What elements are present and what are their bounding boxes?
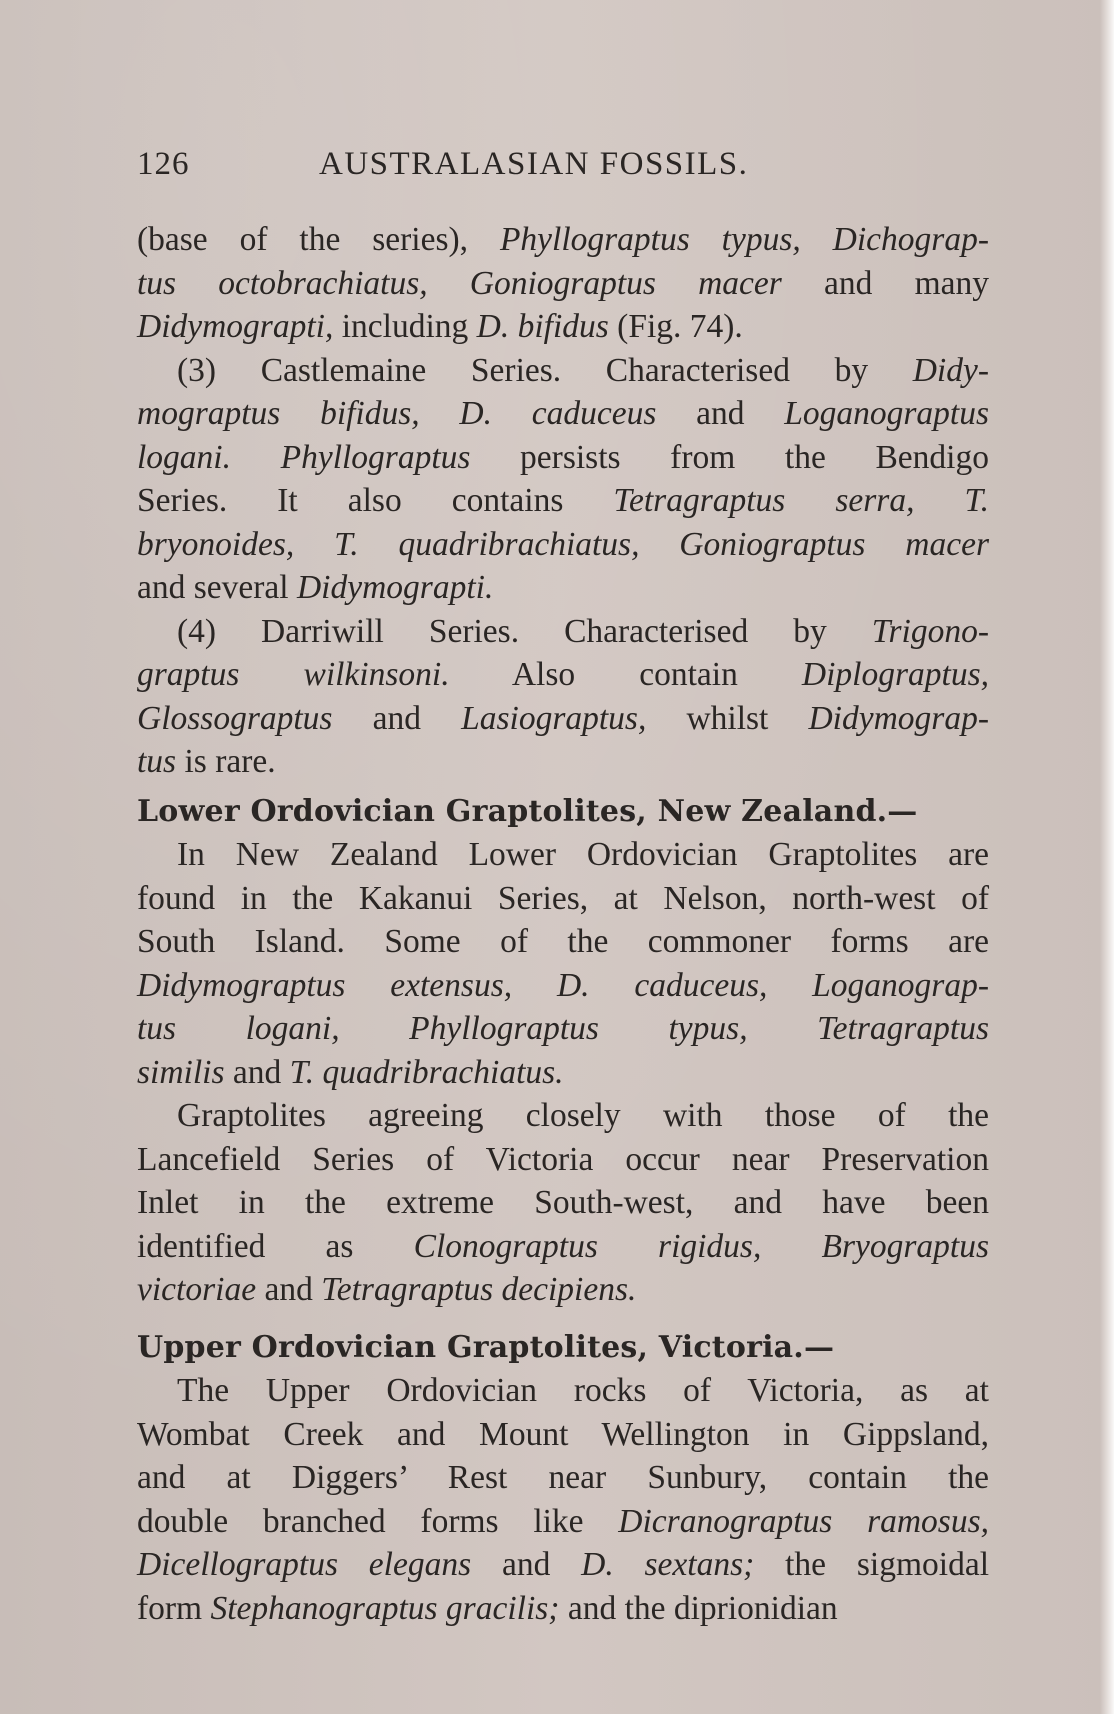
italic-run: D. sextans; <box>581 1546 755 1583</box>
section-continued <box>137 218 989 784</box>
text-line <box>137 877 989 921</box>
text-run: and many <box>781 264 989 302</box>
text-line <box>137 920 989 964</box>
text-line <box>137 566 989 610</box>
text-run: (3) Castlemaine Series. Characterised by <box>177 351 913 389</box>
text-line <box>137 262 989 306</box>
italic-run: D. bifidus <box>476 308 609 345</box>
text-run: persists from the Bendigo <box>470 438 989 476</box>
italic-run: Didymograpti. <box>296 569 494 606</box>
text-line <box>137 697 989 741</box>
text-line <box>137 1225 989 1269</box>
italic-run: Didymograptus extensus, D. caduceus, Loganograp- <box>137 966 989 1004</box>
italic-run: Glossograptus <box>137 699 333 737</box>
text-run: and <box>224 1053 290 1091</box>
text-line <box>137 1007 989 1051</box>
text-line <box>137 436 989 480</box>
text-line <box>137 653 989 697</box>
paragraph <box>137 1094 989 1312</box>
running-head <box>137 146 997 192</box>
italic-run: bryonoides, T. quadribrachiatus, Goniograptus macer <box>137 525 989 563</box>
text-run: identified as <box>137 1227 414 1265</box>
text-line <box>137 305 989 349</box>
italic-run: T. quadribrachiatus. <box>289 1053 564 1091</box>
italic-run: tus <box>137 743 177 780</box>
text-line <box>137 1181 989 1225</box>
text-run: Lancefield Series of Victoria occur near Preservation <box>137 1140 989 1178</box>
italic-run: logani. Phyllograptus <box>137 438 471 476</box>
italic-run: Loganograptus <box>784 395 990 432</box>
paragraph <box>137 349 989 610</box>
text-run: and at Diggers’ Rest near Sunbury, contain the <box>137 1459 989 1496</box>
italic-run: Dicranograptus ramosus, <box>618 1502 990 1540</box>
text-run: and <box>332 699 462 737</box>
text-run: The Upper Ordovician rocks of Victoria, as at <box>177 1372 989 1409</box>
section-heading: Upper Ordovician Graptolites, Victoria.— <box>137 1329 835 1365</box>
italic-run: mograptus bifidus, D. caduceus <box>137 395 657 432</box>
running-title: AUSTRALASIAN FOSSILS. <box>319 146 749 182</box>
italic-run: Stephanograptus gracilis; <box>210 1589 560 1627</box>
text-line <box>137 1543 989 1587</box>
italic-run: Phyllograptus typus, Dichograp- <box>499 221 989 258</box>
body-text <box>137 218 989 1630</box>
paragraph <box>137 1369 989 1630</box>
text-line <box>137 479 989 523</box>
text-run: double branched forms like <box>137 1502 619 1540</box>
text-run: Series. It also contains <box>137 482 614 519</box>
text-run: and the diprionidian <box>559 1589 838 1627</box>
text-line <box>137 1138 989 1182</box>
section-upper <box>137 1326 989 1631</box>
text-run: and <box>471 1546 582 1583</box>
italic-run: Didymograpti, <box>137 308 334 345</box>
text-run: found in the Kakanui Series, at Nelson, north-west of <box>137 879 989 917</box>
text-run: and <box>656 395 785 432</box>
italic-run: tus logani, Phyllograptus typus, Tetragraptus <box>137 1010 989 1047</box>
paragraph <box>137 833 989 1094</box>
text-run: and <box>256 1271 322 1308</box>
text-run: Wombat Creek and Mount Wellington in Gippsland, <box>137 1415 989 1453</box>
italic-run: Didy- <box>912 351 989 389</box>
paragraph <box>137 610 989 784</box>
italic-run: Didymograp- <box>808 699 989 737</box>
text-line <box>137 218 989 262</box>
italic-run: Diplograptus, <box>801 656 989 693</box>
text-run: South Island. Some of the commoner forms are <box>137 923 989 960</box>
text-line <box>137 392 989 436</box>
text-line <box>137 740 989 784</box>
section-heading: Lower Ordovician Graptolites, New Zealand.— <box>137 793 918 829</box>
text-line <box>137 833 989 877</box>
text-run: In New Zealand Lower Ordovician Graptolites are <box>177 836 989 873</box>
text-line <box>137 1369 989 1413</box>
text-run: form <box>137 1589 211 1627</box>
paragraph <box>137 218 989 349</box>
italic-run: tus octobrachiatus, Goniograptus macer <box>137 264 782 302</box>
section-lower <box>137 790 989 1312</box>
text-line <box>137 1268 989 1312</box>
text-run: (4) Darriwill Series. Characterised by <box>177 612 872 650</box>
italic-run: Trigono- <box>871 612 989 650</box>
text-line <box>137 610 989 654</box>
italic-run: Lasiograptus, <box>461 699 647 737</box>
page-edge <box>1100 0 1114 1714</box>
text-run: including <box>333 308 477 345</box>
text-line <box>137 1587 989 1631</box>
text-run: the sigmoidal <box>754 1546 990 1583</box>
text-run: whilst <box>646 699 809 737</box>
text-run: is rare. <box>176 743 276 780</box>
text-line <box>137 349 989 393</box>
text-run: (Fig. 74). <box>608 308 743 345</box>
italic-run: graptus wilkinsoni. <box>137 656 450 693</box>
italic-run: similis <box>137 1053 225 1091</box>
text-run: Graptolites agreeing closely with those of the <box>177 1097 989 1134</box>
text-line <box>137 1500 989 1544</box>
text-run: and several <box>137 569 297 606</box>
page-number: 126 <box>137 146 190 182</box>
italic-run: Tetragraptus serra, T. <box>613 482 989 519</box>
text-run: (base of the series), <box>137 221 500 258</box>
text-line <box>137 1456 989 1500</box>
text-line <box>137 1413 989 1457</box>
italic-run: Clonograptus rigidus, Bryograptus <box>413 1227 989 1265</box>
text-run: Inlet in the extreme South-west, and have been <box>137 1184 989 1221</box>
text-line <box>137 1094 989 1138</box>
italic-run: Dicellograptus elegans <box>137 1546 472 1583</box>
text-line <box>137 523 989 567</box>
text-line <box>137 1051 989 1095</box>
italic-run: Tetragraptus decipiens. <box>321 1271 637 1308</box>
text-line <box>137 964 989 1008</box>
text-run: Also contain <box>449 656 802 693</box>
italic-run: victoriae <box>137 1271 257 1308</box>
